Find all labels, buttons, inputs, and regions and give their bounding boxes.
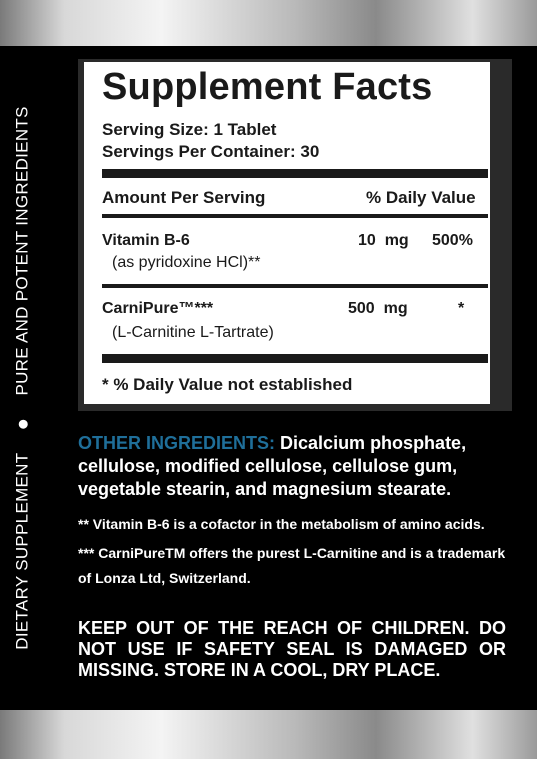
nutrient-dv: * (458, 300, 465, 317)
divider-medium (102, 214, 488, 218)
other-ingredients (78, 432, 518, 501)
footnote-vitamin-b6: ** Vitamin B-6 is a cofactor in the metabolism of amino acids. (78, 516, 485, 532)
nutrient-amount: 10 mg (358, 232, 409, 249)
side-text-top: PURE AND POTENT INGREDIENTS (13, 106, 32, 396)
daily-value-footnote: * % Daily Value not established (102, 375, 353, 394)
amount-per-serving-header: Amount Per Serving (102, 188, 266, 207)
divider-thick (102, 169, 488, 178)
other-ingredients-heading: OTHER INGREDIENTS: (78, 433, 276, 453)
supplement-facts-panel (84, 62, 490, 404)
other-ingredients-text: Dicalcium phosphate, cellulose, modified cellulose, cellulose gum, vegetable stearin, and magnesium stearate. (78, 433, 467, 499)
divider-thick (102, 354, 488, 363)
nutrient-dv: 500% (432, 232, 473, 249)
side-text-bottom: DIETARY SUPPLEMENT (13, 452, 32, 650)
side-text (10, 46, 36, 710)
warning-text: KEEP OUT OF THE REACH OF CHILDREN. DO NOT USE IF SAFETY SEAL IS DAMAGED OR MISSING. STORE IN A COOL, DRY PLACE. (78, 618, 506, 680)
bottle-cap-top (0, 0, 537, 46)
nutrient-name: Vitamin B-6 (102, 232, 190, 249)
footnote-carnipure: *** CarniPureTM offers the purest L-Carnitine and is a trademark of Lonza Ltd, Switzerland. (78, 545, 506, 586)
divider-medium (102, 284, 488, 288)
serving-size: Serving Size: 1 Tablet (102, 120, 277, 139)
nutrient-name: CarniPure™*** (102, 300, 214, 317)
bullet-dot-icon (19, 420, 28, 429)
nutrient-amount: 500 mg (348, 300, 408, 317)
facts-title: Supplement Facts (102, 66, 433, 108)
nutrient-sub: (L-Carnitine L-Tartrate) (112, 324, 274, 341)
servings-per-container: Servings Per Container: 30 (102, 142, 320, 161)
bottle-cap-bottom (0, 710, 537, 759)
nutrient-sub: (as pyridoxine HCl)** (112, 254, 261, 271)
daily-value-header: % Daily Value (366, 188, 476, 207)
